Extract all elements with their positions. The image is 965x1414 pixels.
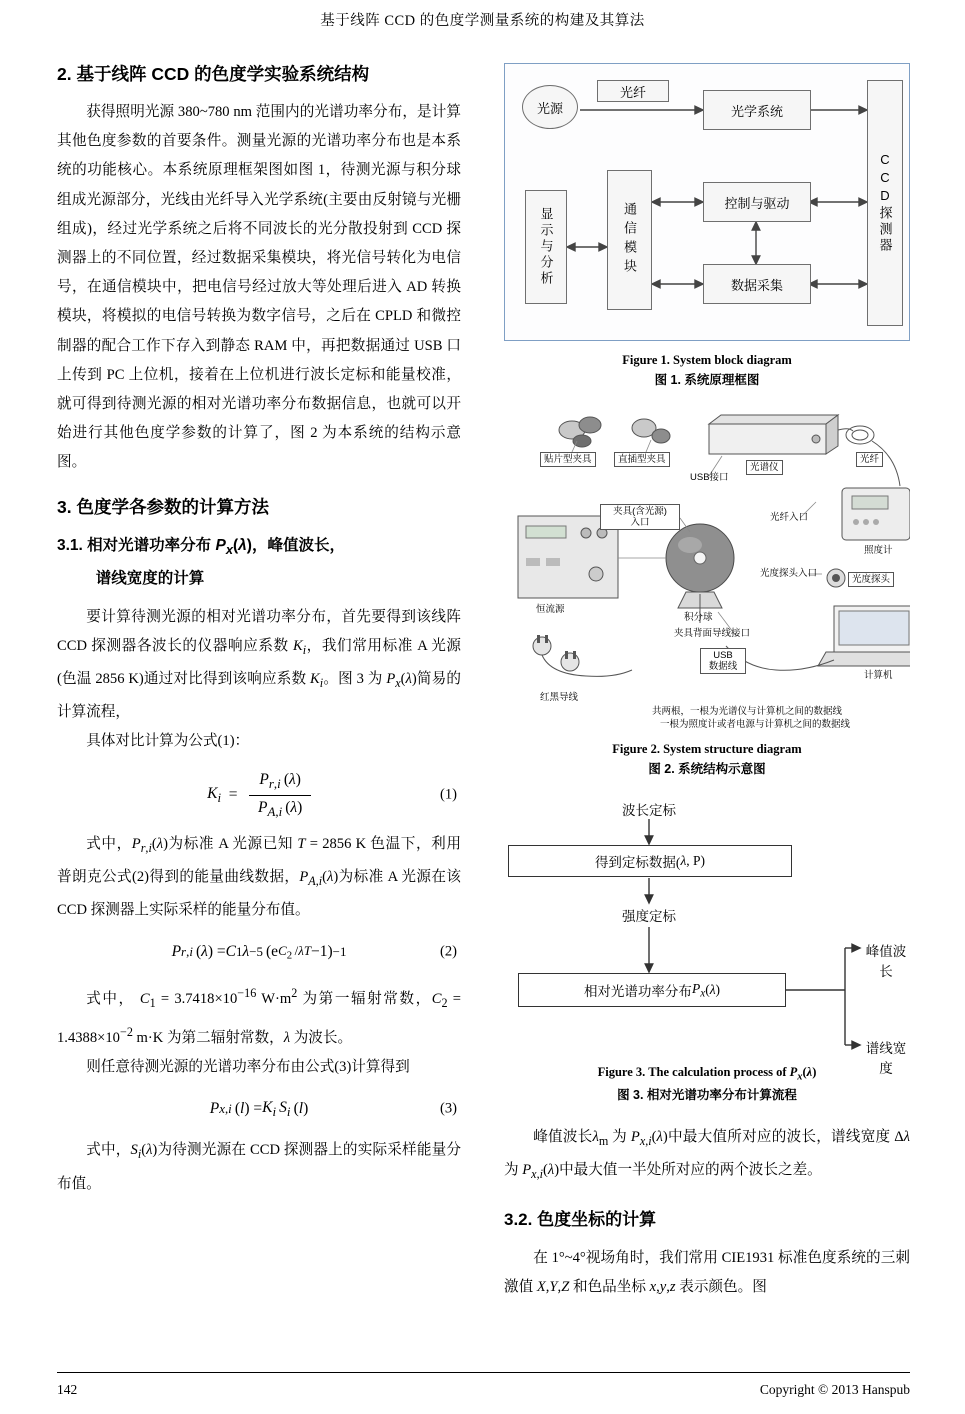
- fig1-optics-block: [703, 90, 811, 130]
- fig2-note-line2: 一根为照度计或者电源与计算机之间的数据线: [660, 719, 851, 730]
- figure-3-caption-en: Figure 3. The calculation process of $P_x(\lambda)$: [597, 1065, 817, 1083]
- fig2-label-constant-current-source: 恒流源: [536, 604, 565, 615]
- fig3-output-peak-wavelength: 峰值波长: [865, 944, 907, 979]
- fig2-label-photometric-probe: 光度探头: [848, 572, 894, 587]
- fig2-label-usb-port: USB接口: [690, 472, 729, 483]
- paragraph-formula3-intro: 则任意待测光源的光谱功率分布由公式(3)计算得到: [86, 1059, 410, 1076]
- paragraph-formula1-intro: 具体对比计算为公式(1)：: [86, 733, 250, 750]
- fig1-comm-module-block: [607, 170, 652, 310]
- fig1-ccd-detector-label: CCD探测器: [877, 152, 893, 254]
- section-3-2-paragraph: 在 1°~4°视场角时，我们常用 CIE1931 标准色度系统的三刺激值 X,Y,Z 和色品坐标 x,y,z 表示颜色。图: [504, 1249, 910, 1295]
- fig1-display-analysis-label: 显示与分析: [538, 207, 554, 287]
- fig2-label-usb-cable-line1: USB: [713, 650, 733, 661]
- section-3-heading: 3. 色度学各参数的计算方法: [57, 496, 269, 517]
- fig1-control-drive-block: [703, 182, 811, 222]
- equation-3-body: P x,i ( l ) = $K_i$ $S_i$ ( l ): [209, 1098, 309, 1119]
- spectrometer-drawing: [709, 415, 838, 454]
- fig3-box-calibration-data: 得到定标数据( λ , P): [508, 845, 792, 877]
- fig2-note-line1: 共两根，一根为光谱仪与计算机之间的数据线: [652, 706, 843, 717]
- fig3-output-line-width: 谱线宽度: [865, 1041, 907, 1076]
- fig1-light-source-block: [522, 85, 578, 129]
- fig2-label-fiber: 光纤: [856, 452, 883, 467]
- fig2-label-fixture-inlet: [600, 504, 680, 530]
- page-header-title: 基于线阵 CCD 的色度学测量系统的构建及其算法: [320, 13, 645, 29]
- fig1-fiber-block: [597, 80, 669, 102]
- fig1-fiber-label: 光纤: [619, 84, 646, 100]
- right-column: [504, 57, 910, 1302]
- fig2-label-clamp-dip: 直插型夹具: [614, 452, 670, 467]
- equation-1-body: $K_i$ = $\frac{P_{r,i} (\lambda)}{P_{A,i} (\lambda)}$: [207, 771, 311, 820]
- figure-1-caption-en: Figure 1. System block diagram: [622, 353, 792, 367]
- fig3-box-relative-spd: 相对光谱功率分布 $P_x$ ( λ ): [518, 973, 786, 1007]
- equation-3-number: (3): [439, 1100, 457, 1117]
- fig1-ccd-detector-block: [867, 80, 903, 326]
- fig2-label-probe-inlet: 光度探头入口: [760, 568, 818, 579]
- figure-1-caption-zh: 图 1. 系统原理框图: [654, 373, 760, 387]
- equation-2-number: (2): [439, 943, 457, 960]
- section-3-1-heading: [57, 531, 461, 593]
- equation-2: [57, 937, 461, 967]
- red-black-wires-drawing: [533, 635, 632, 676]
- section-2-paragraph: 获得照明光源 380~780 nm 范围内的光谱功率分布，是计算其他色度参数的首要条件。测量光源的光谱功率分布也是本系统的功能核心。本系统原理框架图如图 1，待测光源与积分球组成光源部分，光线由光纤导入光学系统(主要由反射镜与光栅组成)，经过光学系统之后将不同波长的光分散投射到 CCD 探测器上的不同位置，经过数据采集模块，将光信号转化为电信号，在通信模块中，把电信号经过放大等处理后进入 AD 转换模块，将模拟的电信号转换为数字信号，之后在 CPLD 和微控制器的配合工作下存入到静态 RAM 中，再把数据通过 USB 口上传到 PC 上位机，接着在上位机进行波长定标和能量校准，就可得到待测光源的相对光谱功率分布数据信息，也就可以开始进行其他色度学参数的计算了，图 2 为本系统的结构示意图。: [57, 104, 461, 471]
- fig2-label-red-black-wires: 红黑导线: [540, 692, 579, 703]
- fig1-data-acquisition-label: 数据采集: [730, 277, 783, 293]
- photometric-probe-drawing: [827, 569, 845, 587]
- section-3-1-heading-line1: 3.1. 相对光谱功率分布 $P_x(\lambda)$，峰值波长，: [57, 536, 345, 557]
- fig2-label-usb-cable: [700, 648, 746, 674]
- copyright-notice: Copyright © 2013 Hanspub: [759, 1382, 910, 1397]
- fig2-label-fixture-back-connector: 夹具背面导线接口: [674, 628, 751, 639]
- equation-3: [57, 1094, 461, 1124]
- figure-2-caption: [504, 742, 910, 777]
- fig1-data-acquisition-block: [703, 264, 811, 304]
- figure-2-caption-zh: 图 2. 系统结构示意图: [648, 762, 766, 776]
- section-3-1-heading-line2: 谱线宽度的计算: [95, 569, 205, 587]
- fig2-label-fiber-inlet: 光纤入口: [770, 512, 809, 523]
- fig1-display-analysis-block: [525, 190, 567, 304]
- figure-2-structure-diagram: [504, 408, 910, 730]
- computer-drawing: [818, 606, 910, 666]
- fig2-label-computer: 计算机: [864, 670, 893, 681]
- paragraph-peak-wavelength: 峰值波长$\lambda_m$ 为 $P_{x,i}(\lambda)$中最大值所对应的波长，谱线宽度 Δλ为 $P_{x,i}(\lambda)$中最大值一半处所对应的两个波长之差。: [504, 1128, 910, 1181]
- fig3-step-intensity-calibration: 强度定标: [622, 909, 676, 924]
- paragraph-response-coefficient: 要计算待测光源的相对光谱功率分布，首先要得到该线阵 CCD 探测器各波长的仪器响应系数 $K_i$，我们常用标准 A 光源(色温 2856 K)通过对比得到该响应系数 $K_i$。图 3 为 $P_x(\lambda)$简易的计算流程，: [57, 608, 461, 721]
- footer-divider: [57, 1372, 910, 1373]
- figure-3-caption-zh: 图 3. 相对光谱功率分布计算流程: [617, 1087, 797, 1102]
- fig3-step-wavelength-calibration: 波长定标: [622, 803, 676, 818]
- fig1-optics-label: 光学系统: [730, 103, 783, 119]
- fig2-label-clamp-smd: 贴片型夹具: [540, 452, 596, 467]
- equation-1: [57, 771, 461, 820]
- fig2-label-usb-cable-line2: 数据线: [708, 661, 738, 672]
- figure-1-caption: [504, 353, 910, 388]
- page-number: 142: [57, 1382, 78, 1397]
- fig2-label-spectrometer: 光谱仪: [746, 460, 783, 475]
- figure-3-caption: [504, 1065, 910, 1103]
- fig2-label-illuminance-meter: 照度计: [864, 545, 893, 556]
- figure-3-arrows: [504, 793, 910, 1055]
- paragraph-radiation-constants: 式中， $C_1 = 3.7418\times 10^{-16}$ $W\cdot m^2$ 为第一辐射常数，$C_2 = 1.4388\times 10^{-2}$ m·K 为第二辐射常数，λ 为波长。: [57, 986, 462, 1046]
- fig1-light-source-label: 光源: [536, 100, 563, 116]
- figure-1-block-diagram: [504, 63, 910, 341]
- paragraph-after-equation-3: 式中，$S_i(\lambda)$为待测光源在 CCD 探测器上的实际采样能量分布值。: [57, 1142, 461, 1192]
- fig1-control-drive-label: 控制与驱动: [724, 195, 790, 211]
- figure-2-caption-en: Figure 2. System structure diagram: [612, 742, 802, 756]
- paragraph-after-equation-1: 式中，$P_{r,i}(\lambda)$为标准 A 光源已知 T = 2856 K 色温下，利用普朗克公式(2)得到的能量曲线数据，$P_{A,i}(\lambda)$为标准 A 光源在该 CCD 探测器上实际采样的能量分布值。: [57, 835, 461, 918]
- fig1-comm-module-label: 通信模块: [622, 202, 637, 278]
- clamps-drawing: [559, 417, 670, 447]
- section-3-2-heading: 3.2. 色度坐标的计算: [504, 1209, 657, 1229]
- fig2-label-integrating-sphere: 积分球: [684, 612, 713, 623]
- equation-1-number: (1): [439, 786, 457, 803]
- illuminance-meter-drawing: [842, 488, 910, 540]
- equation-2-body: P r,i ( λ ) = C 1 λ −5 (e $C_2$ /λT −1) −1: [171, 942, 347, 962]
- fig2-label-fixture-inlet-line1: 夹具(含光源): [613, 506, 667, 517]
- fig2-label-fixture-inlet-line2: 入口: [630, 517, 650, 528]
- left-column: [57, 57, 461, 1199]
- section-2-heading: 2. 基于线阵 CCD 的色度学实验系统结构: [57, 64, 370, 84]
